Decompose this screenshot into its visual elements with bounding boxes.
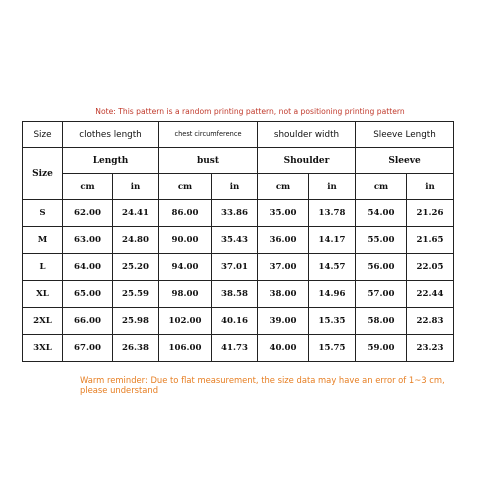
unit-cell: cm: [159, 174, 212, 200]
header-shoulder-label: shoulder width: [258, 122, 356, 148]
measurement-cell: 22.05: [407, 254, 454, 281]
measurement-cell: 21.65: [407, 227, 454, 254]
measurement-cell: 14.17: [309, 227, 356, 254]
measurement-cell: 102.00: [159, 308, 212, 335]
size-cell: M: [23, 227, 63, 254]
measurement-cell: 59.00: [356, 335, 407, 362]
size-cell: 3XL: [23, 335, 63, 362]
measurement-cell: 65.00: [63, 281, 113, 308]
measurement-cell: 14.96: [309, 281, 356, 308]
measurement-cell: 57.00: [356, 281, 407, 308]
unit-cell: in: [309, 174, 356, 200]
header-length-bold: Length: [63, 148, 159, 174]
measurement-cell: 40.16: [212, 308, 258, 335]
measurement-cell: 38.00: [258, 281, 309, 308]
measurement-cell: 58.00: [356, 308, 407, 335]
header-bust-label: chest circumference: [159, 122, 258, 148]
measurement-cell: 35.00: [258, 200, 309, 227]
measurement-cell: 40.00: [258, 335, 309, 362]
measurement-cell: 39.00: [258, 308, 309, 335]
unit-cell: in: [407, 174, 454, 200]
header-sleeve-label: Sleeve Length: [356, 122, 454, 148]
measurement-cell: 35.43: [212, 227, 258, 254]
measurement-cell: 25.98: [113, 308, 159, 335]
header-size-label: Size: [23, 122, 63, 148]
measurement-cell: 98.00: [159, 281, 212, 308]
unit-cell: cm: [258, 174, 309, 200]
measurement-cell: 63.00: [63, 227, 113, 254]
size-cell: S: [23, 200, 63, 227]
measurement-cell: 36.00: [258, 227, 309, 254]
table-row: [23, 281, 454, 308]
measurement-cell: 15.75: [309, 335, 356, 362]
warm-reminder: Warm reminder: Due to flat measurement, the size data may have an error of 1~3 cm, please understand: [80, 375, 445, 395]
measurement-cell: 56.00: [356, 254, 407, 281]
size-cell: 2XL: [23, 308, 63, 335]
header-size-bold: Size: [23, 148, 63, 200]
header-row-english: [23, 122, 454, 148]
header-bust-bold: bust: [159, 148, 258, 174]
measurement-cell: 14.57: [309, 254, 356, 281]
table-row: [23, 335, 454, 362]
unit-cell: in: [212, 174, 258, 200]
size-cell: XL: [23, 281, 63, 308]
measurement-cell: 15.35: [309, 308, 356, 335]
size-cell: L: [23, 254, 63, 281]
measurement-cell: 26.38: [113, 335, 159, 362]
table-row: [23, 308, 454, 335]
measurement-cell: 37.01: [212, 254, 258, 281]
measurement-cell: 86.00: [159, 200, 212, 227]
measurement-cell: 25.20: [113, 254, 159, 281]
measurement-cell: 94.00: [159, 254, 212, 281]
measurement-cell: 41.73: [212, 335, 258, 362]
measurement-cell: 13.78: [309, 200, 356, 227]
size-rows: [23, 200, 454, 362]
unit-cell: cm: [63, 174, 113, 200]
header-shoulder-bold: Shoulder: [258, 148, 356, 174]
unit-row: [23, 174, 454, 200]
header-sleeve-bold: Sleeve: [356, 148, 454, 174]
header-length-label: clothes length: [63, 122, 159, 148]
measurement-cell: 64.00: [63, 254, 113, 281]
measurement-cell: 55.00: [356, 227, 407, 254]
table-row: [23, 200, 454, 227]
measurement-cell: 67.00: [63, 335, 113, 362]
measurement-cell: 24.41: [113, 200, 159, 227]
size-chart-table: [22, 121, 454, 362]
table-row: [23, 254, 454, 281]
measurement-cell: 62.00: [63, 200, 113, 227]
unit-cell: cm: [356, 174, 407, 200]
measurement-cell: 23.23: [407, 335, 454, 362]
table-row: [23, 227, 454, 254]
measurement-cell: 66.00: [63, 308, 113, 335]
measurement-cell: 24.80: [113, 227, 159, 254]
measurement-cell: 38.58: [212, 281, 258, 308]
pattern-note: Note: This pattern is a random printing pattern, not a positioning printing pattern: [95, 107, 405, 116]
measurement-cell: 54.00: [356, 200, 407, 227]
measurement-cell: 106.00: [159, 335, 212, 362]
measurement-cell: 37.00: [258, 254, 309, 281]
measurement-cell: 33.86: [212, 200, 258, 227]
measurement-cell: 90.00: [159, 227, 212, 254]
measurement-cell: 25.59: [113, 281, 159, 308]
header-row-bold: [23, 148, 454, 174]
measurement-cell: 21.26: [407, 200, 454, 227]
measurement-cell: 22.44: [407, 281, 454, 308]
unit-cell: in: [113, 174, 159, 200]
measurement-cell: 22.83: [407, 308, 454, 335]
